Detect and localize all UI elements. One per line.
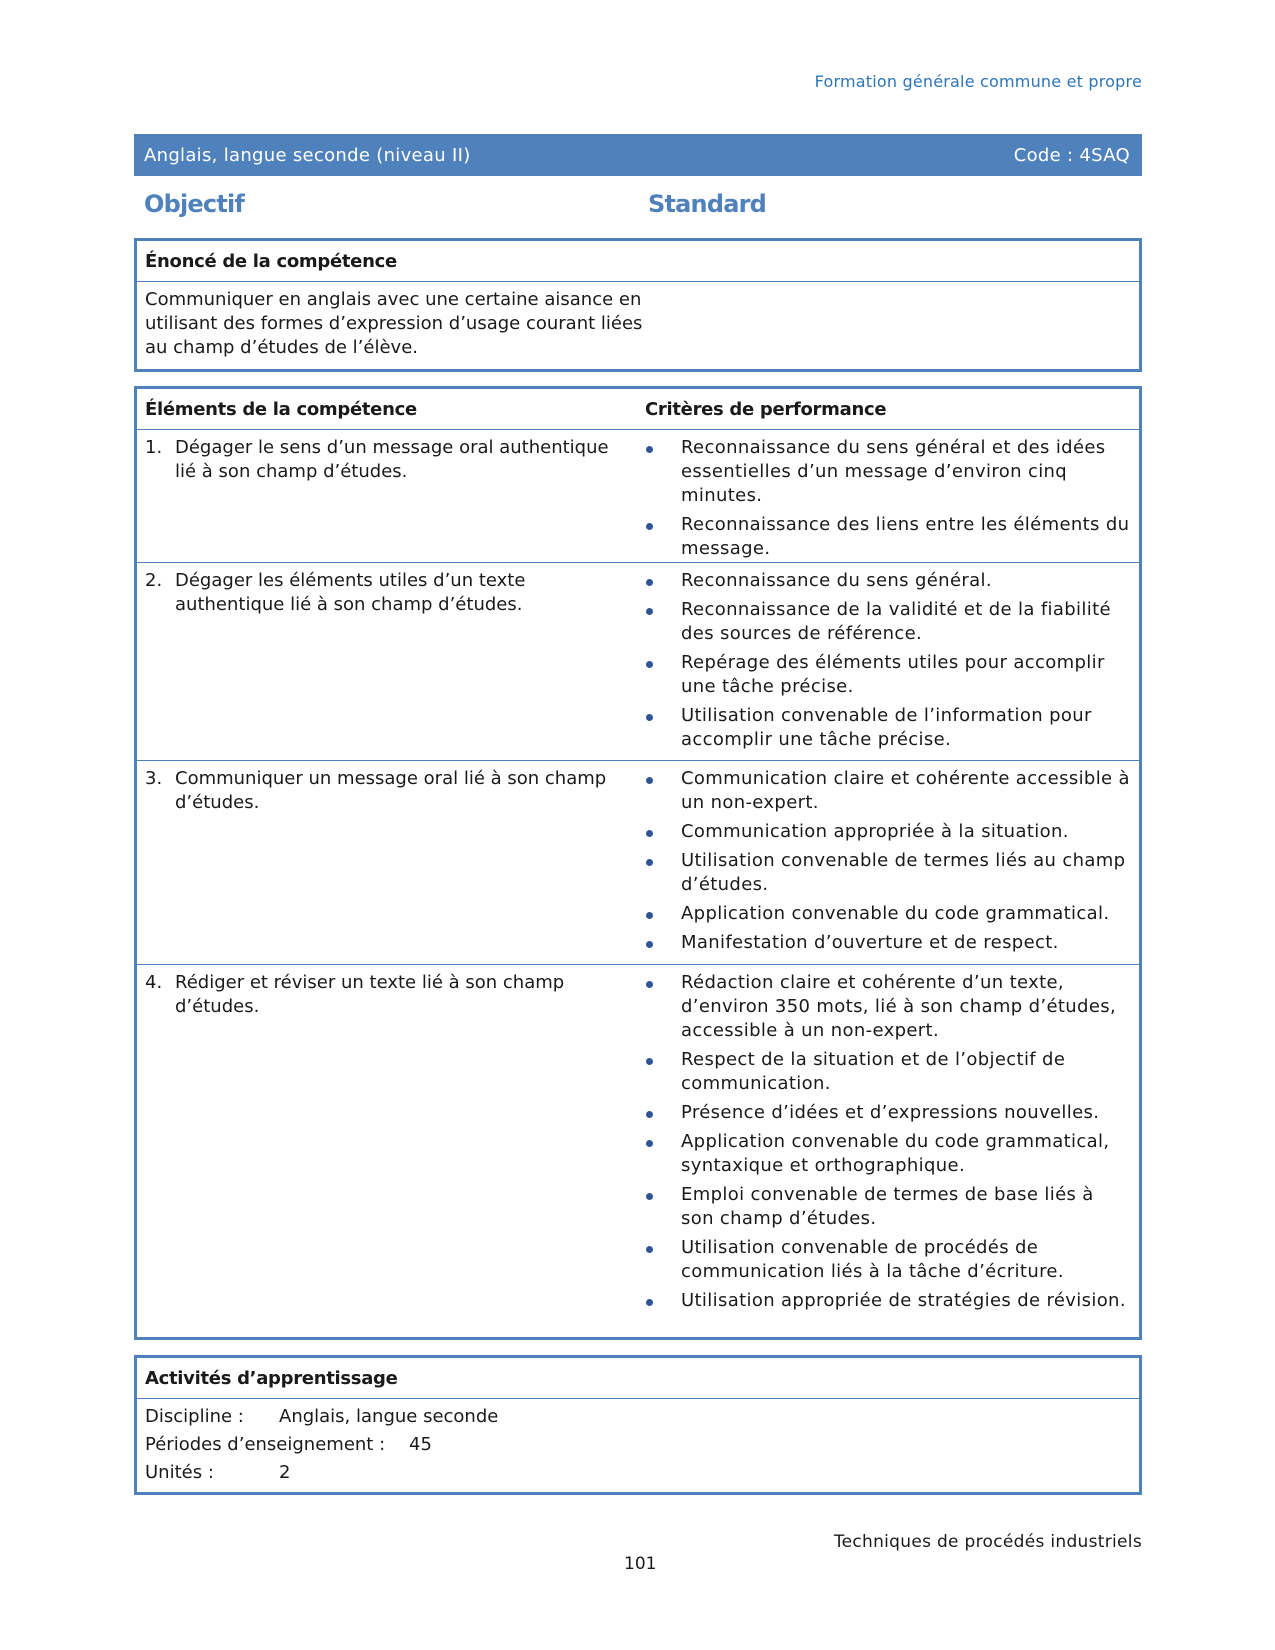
- criterion-text: Présence d’idées et d’expressions nouvelles.: [681, 1102, 1100, 1123]
- bullet-icon: [641, 598, 681, 646]
- periodes-row: [145, 1431, 1131, 1459]
- bullet-icon: [641, 569, 681, 593]
- criterion-item: [641, 1130, 1131, 1178]
- criterion-item: [641, 1236, 1131, 1284]
- criterion-item: [641, 569, 1131, 593]
- criterion-text: Communication claire et cohérente accessible à un non-expert.: [681, 768, 1130, 813]
- bullet-icon: [641, 1289, 681, 1313]
- periodes-label: Périodes d’enseignement :: [145, 1434, 386, 1455]
- element-cell: [137, 563, 641, 760]
- activites-heading: Activités d’apprentissage: [137, 1358, 1139, 1399]
- standard-label: Standard: [648, 190, 767, 218]
- bullet-icon: [641, 849, 681, 897]
- element-cell: [137, 965, 641, 1335]
- element-cell: [137, 761, 641, 964]
- criterion-text: Communication appropriée à la situation.: [681, 821, 1069, 842]
- course-code: Code : 4SAQ: [1013, 144, 1130, 166]
- discipline-value: Anglais, langue seconde: [279, 1406, 499, 1427]
- section-labels: [144, 190, 1144, 224]
- elements-table-header: [137, 389, 1139, 430]
- element-text: Dégager les éléments utiles d’un texte authentique lié à son champ d’études.: [175, 570, 526, 615]
- criterion-item: [641, 436, 1131, 508]
- bullet-icon: [641, 1130, 681, 1178]
- criterion-item: [641, 1183, 1131, 1231]
- criterion-item: [641, 1289, 1131, 1313]
- element-text: Communiquer un message oral lié à son champ d’études.: [175, 768, 607, 813]
- criterion-text: Utilisation appropriée de stratégies de révision.: [681, 1290, 1126, 1311]
- criterion-item: [641, 1101, 1131, 1125]
- discipline-row: [145, 1403, 1131, 1431]
- bullet-icon: [641, 902, 681, 926]
- element-text: Dégager le sens d’un message oral authentique lié à son champ d’études.: [175, 437, 609, 482]
- unites-value: 2: [279, 1462, 291, 1483]
- criterion-item: [641, 931, 1131, 955]
- activites-body: [137, 1399, 1139, 1491]
- col-criteria-heading: Critères de performance: [645, 399, 887, 420]
- criterion-text: Respect de la situation et de l’objectif de communication.: [681, 1049, 1066, 1094]
- enonce-heading: Énoncé de la compétence: [137, 241, 1139, 282]
- bullet-icon: [641, 513, 681, 561]
- criterion-text: Reconnaissance du sens général.: [681, 570, 992, 591]
- unites-label: Unités :: [145, 1462, 214, 1483]
- criterion-item: [641, 820, 1131, 844]
- criterion-item: [641, 513, 1131, 561]
- element-number: 3.: [145, 768, 163, 789]
- criterion-item: [641, 651, 1131, 699]
- table-row: [137, 761, 1139, 965]
- bullet-icon: [641, 1048, 681, 1096]
- criterion-text: Utilisation convenable de procédés de communication liés à la tâche d’écriture.: [681, 1237, 1064, 1282]
- criterion-item: [641, 902, 1131, 926]
- activites-box: [134, 1355, 1142, 1495]
- criteria-cell: [641, 563, 1139, 760]
- bullet-icon: [641, 704, 681, 752]
- bullet-icon: [641, 767, 681, 815]
- criterion-text: Application convenable du code grammatical, syntaxique et orthographique.: [681, 1131, 1110, 1176]
- criterion-text: Emploi convenable de termes de base liés à son champ d’études.: [681, 1184, 1094, 1229]
- criteria-cell: [641, 430, 1139, 562]
- criterion-item: [641, 767, 1131, 815]
- enonce-text: Communiquer en anglais avec une certaine aisance en utilisant des formes d’expression d’usage courant liées au champ d’études de l’élève.: [145, 289, 643, 358]
- criterion-text: Reconnaissance du sens général et des idées essentielles d’un message d’environ cinq minutes.: [681, 437, 1106, 506]
- bullet-icon: [641, 1101, 681, 1125]
- criterion-item: [641, 704, 1131, 752]
- running-footer: Techniques de procédés industriels: [833, 1532, 1142, 1552]
- table-row: [137, 563, 1139, 761]
- objectif-label: Objectif: [144, 190, 245, 218]
- col-elements-heading: Éléments de la compétence: [145, 399, 417, 420]
- criterion-text: Reconnaissance de la validité et de la fiabilité des sources de référence.: [681, 599, 1111, 644]
- criterion-text: Reconnaissance des liens entre les éléments du message.: [681, 514, 1130, 559]
- element-number: 2.: [145, 570, 163, 591]
- criterion-text: Rédaction claire et cohérente d’un texte, d’environ 350 mots, lié à son champ d’études, accessible à un non-expert.: [681, 972, 1117, 1041]
- criterion-text: Application convenable du code grammatical.: [681, 903, 1110, 924]
- criterion-text: Repérage des éléments utiles pour accomplir une tâche précise.: [681, 652, 1105, 697]
- bullet-icon: [641, 931, 681, 955]
- criterion-item: [641, 971, 1131, 1043]
- page-number: 101: [624, 1554, 657, 1574]
- discipline-label: Discipline :: [145, 1406, 244, 1427]
- criterion-item: [641, 1048, 1131, 1096]
- bullet-icon: [641, 436, 681, 508]
- table-row: [137, 430, 1139, 563]
- bullet-icon: [641, 820, 681, 844]
- bullet-icon: [641, 1236, 681, 1284]
- criteria-cell: [641, 761, 1139, 964]
- criterion-text: Utilisation convenable de l’information pour accomplir une tâche précise.: [681, 705, 1092, 750]
- criterion-text: Manifestation d’ouverture et de respect.: [681, 932, 1059, 953]
- elements-table: [134, 386, 1142, 1340]
- bullet-icon: [641, 651, 681, 699]
- course-title-bar: [134, 134, 1142, 176]
- unites-row: [145, 1459, 1131, 1487]
- enonce-box: [134, 238, 1142, 372]
- criterion-item: [641, 849, 1131, 897]
- running-header: Formation générale commune et propre: [814, 72, 1142, 91]
- criterion-item: [641, 598, 1131, 646]
- bullet-icon: [641, 1183, 681, 1231]
- criterion-text: Utilisation convenable de termes liés au champ d’études.: [681, 850, 1126, 895]
- bullet-icon: [641, 971, 681, 1043]
- element-number: 1.: [145, 437, 163, 458]
- criteria-cell: [641, 965, 1139, 1335]
- periodes-value: 45: [409, 1434, 432, 1455]
- element-text: Rédiger et réviser un texte lié à son champ d’études.: [175, 972, 565, 1017]
- element-cell: [137, 430, 641, 562]
- element-number: 4.: [145, 972, 163, 993]
- table-row: [137, 965, 1139, 1335]
- course-title: Anglais, langue seconde (niveau II): [144, 144, 471, 166]
